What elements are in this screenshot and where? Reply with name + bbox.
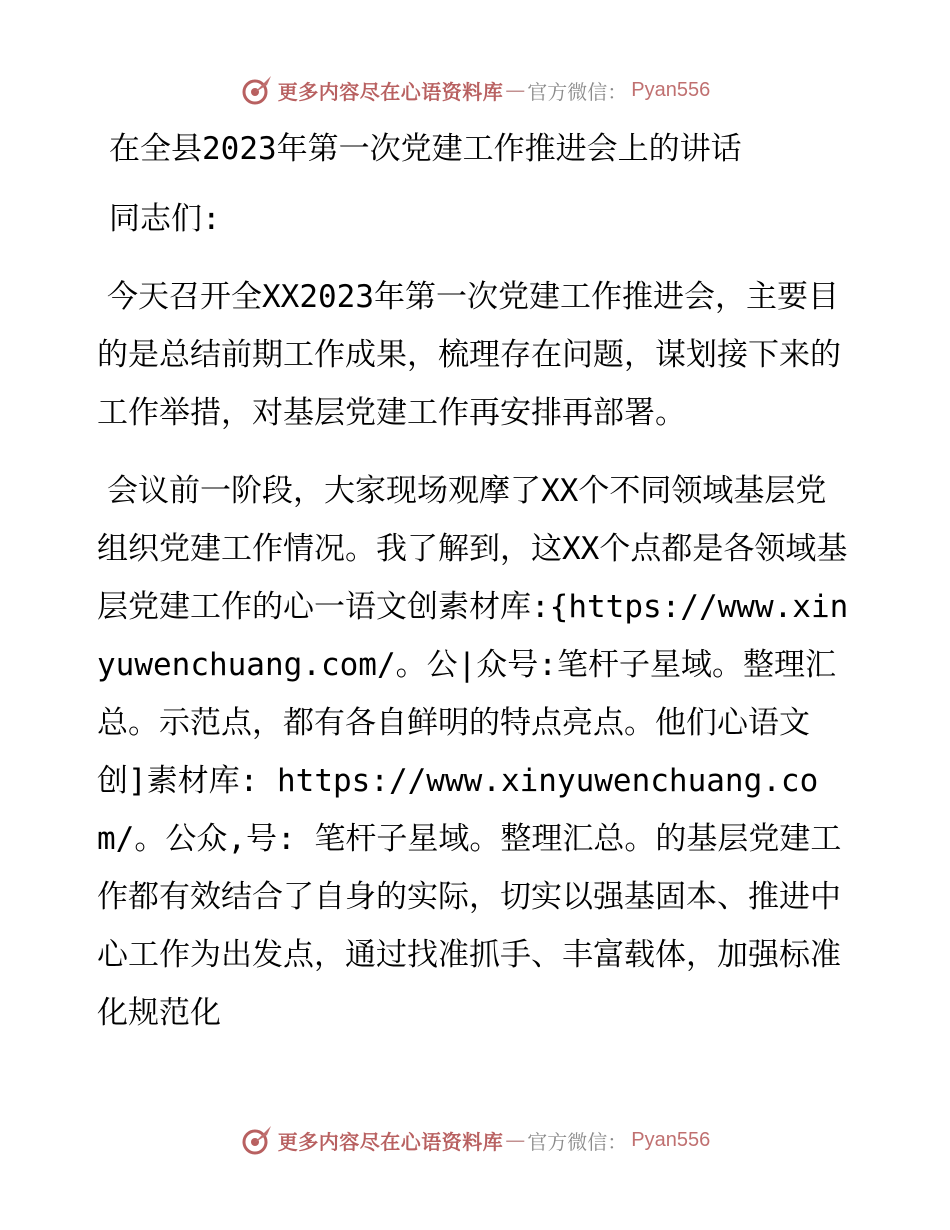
watermark-brand: 更多内容尽在心语资料库 <box>277 79 504 104</box>
salutation: 同志们: <box>109 201 221 237</box>
watermark-label: 官方微信： <box>527 79 628 104</box>
watermark-label: 官方微信： <box>527 1129 628 1154</box>
watermark-brand: 更多内容尽在心语资料库 <box>277 1129 504 1154</box>
quill-logo-icon <box>240 1123 274 1157</box>
watermark-dash: — <box>505 1128 526 1152</box>
document-body <box>97 120 857 1042</box>
watermark-dash: — <box>505 78 526 102</box>
document-title: 在全县2023年第一次党建工作推进会上的讲话 <box>109 131 742 167</box>
paragraph: 今天召开全XX2023年第一次党建工作推进会，主要目的是总结前期工作成果，梳理存在问题，谋划接下来的工作举措，对基层党建工作再安排再部署。 <box>97 279 841 431</box>
quill-logo-icon <box>240 73 274 107</box>
watermark-id: Pyan556 <box>631 1128 711 1151</box>
watermark-footer <box>0 1120 950 1160</box>
watermark-id: Pyan556 <box>631 78 711 101</box>
paragraph: 会议前一阶段，大家现场观摩了XX个不同领域基层党组织党建工作情况。我了解到，这XX个点都是各领域基层党建工作的心一语文创素材库:{https://www.xinyuwenchuang.com/。公|众号:笔杆子星域。整理汇总。示范点，都有各自鲜明的特点亮点。他们心语文创]素材库: https://www.xinyuwenchuang.com/。公众,号: 笔杆子星域。整理汇总。的基层党建工作都有效结合了自身的实际，切实以强基固本、推进中心工作为出发点，通过找准抓手、丰富载体，加强标准化规范化 <box>97 473 849 1031</box>
watermark-header <box>0 70 950 110</box>
